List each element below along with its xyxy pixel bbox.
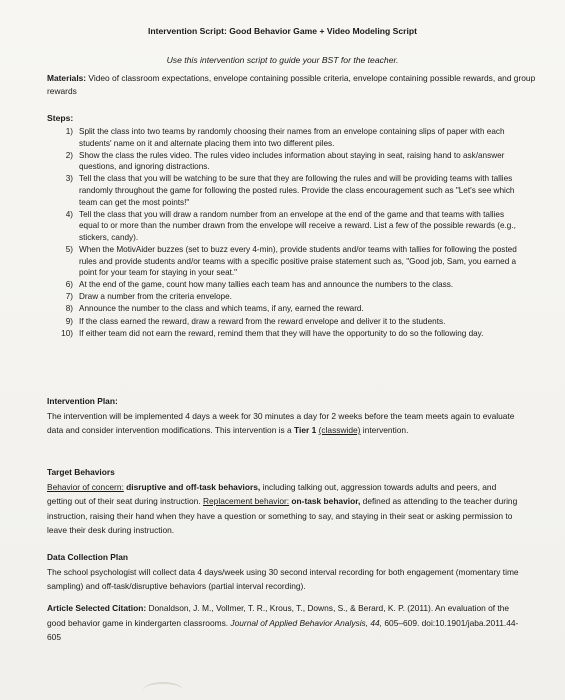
plan-tier: Tier 1 <box>294 425 317 435</box>
step-text: If the class earned the reward, draw a reward from the reward envelope and deliver it to the students. <box>79 316 446 326</box>
target-behaviors-text <box>47 480 522 538</box>
step-text: Tell the class that you will be watching to be sure that they are following the rules and will be providing teams with tallies randomly throughout the game for following the posted rules. Provide the class encouragement such as "Let's see which team can get the most points!" <box>79 174 515 207</box>
step-text: Split the class into two teams by randomly choosing their names from an envelope containing slips of paper with each students' name on it and alternate placing them into two different piles. <box>79 127 505 148</box>
step-number: 3) <box>65 174 73 184</box>
intervention-plan-text <box>47 409 522 438</box>
document-title: Intervention Script: Good Behavior Game + Video Modeling Script <box>148 26 417 36</box>
citation-label: Article Selected Citation: <box>47 603 147 613</box>
step-number: 7) <box>65 292 73 302</box>
target-behaviors-heading: Target Behaviors <box>47 467 115 477</box>
step-text: When the MotivAider buzzes (set to buzz every 4-min), provide students and/or teams with tallies for following the posted rules and provide students and/or teams with a specific positive praise statement such as, "Good job, Sam, you earned a point for your team for staying in your seat." <box>79 244 517 278</box>
materials-text: Video of classroom expectations, envelope containing possible criteria, envelope containing possible rewards, and group rewards <box>47 73 536 96</box>
step-number: 2) <box>65 150 73 160</box>
citation-journal: Journal of Applied Behavior Analysis, 44, <box>230 617 383 628</box>
step-number: 8) <box>65 304 73 314</box>
step-item <box>52 316 522 328</box>
intervention-plan-section <box>47 394 522 438</box>
step-number: 5) <box>65 244 73 254</box>
materials-section <box>47 72 537 98</box>
step-text: Announce the number to the class and which teams, if any, earned the reward. <box>79 304 364 314</box>
data-collection-heading: Data Collection Plan <box>47 552 128 562</box>
step-item <box>52 150 522 173</box>
intervention-plan-heading: Intervention Plan: <box>47 396 118 406</box>
concern-rest: including talking out, aggression towards adults and peers, and getting out of their seat during instruction. <box>47 481 497 506</box>
step-number: 10) <box>61 328 73 338</box>
step-item <box>52 303 522 315</box>
target-behaviors-section <box>47 465 522 538</box>
step-text: Tell the class that you will draw a random number from an envelope at the end of the game and that teams with tallies equal to or more than the number drawn from the envelope will receive a reward. List a few of the possible rewards (e.g., stickers, candy). <box>79 209 516 242</box>
document-subtitle: Use this intervention script to guide your BST for the teacher. <box>166 55 399 65</box>
steps-list <box>52 126 522 340</box>
step-text: At the end of the game, count how many tallies each team has and announce the numbers to the class. <box>79 280 454 290</box>
concern-text: disruptive and off-task behaviors, <box>123 481 261 492</box>
replacement-label: Replacement behavior: <box>202 496 290 506</box>
citation-rest: 605–609. doi:10.1901/jaba.2011.44-605 <box>47 617 519 642</box>
replacement-text: on-task behavior, <box>289 496 361 506</box>
steps-heading: Steps: <box>47 113 74 123</box>
step-number: 9) <box>65 316 73 326</box>
step-item <box>52 279 522 291</box>
faint-pen-mark <box>143 682 183 698</box>
data-collection-text: The school psychologist will collect data 4 days/week using 30 second interval recording for both engagement (momentary time sampling) and off-task/disruptive behaviors (partial interval recording). <box>47 566 519 591</box>
data-collection-section <box>47 550 522 594</box>
step-text: Show the class the rules video. The rules video includes information about staying in seat, raising hand to ask/answer questions, and ignoring distractions. <box>79 150 505 172</box>
plan-end: intervention. <box>360 425 409 435</box>
step-item <box>52 126 522 149</box>
replacement-rest: defined as attending to the teacher during instruction, raising their hand when they have a question or something to say, and staying in their seat or asking permission to leave their desk during instruction. <box>47 496 518 535</box>
step-item <box>52 209 522 244</box>
citation-authors: Donaldson, J. M., Vollmer, T. R., Krous, T., Downs, S., & Berard, K. P. (2011). An evaluation of the good behavior game in kindergarten classrooms. <box>47 603 510 628</box>
materials-label: Materials: <box>47 73 87 83</box>
step-number: 4) <box>65 209 73 219</box>
step-text: If either team did not earn the reward, remind them that they will have the opportunity to do so the following day. <box>79 328 484 338</box>
step-item <box>52 328 522 340</box>
step-item <box>52 244 522 279</box>
citation-section <box>47 601 522 645</box>
step-number: 1) <box>65 127 73 136</box>
step-item <box>52 291 522 303</box>
step-text: Draw a number from the criteria envelope. <box>79 292 232 302</box>
step-item <box>52 173 522 208</box>
step-number: 6) <box>65 280 73 290</box>
concern-label: Behavior of concern: <box>47 481 124 492</box>
plan-tier-note: (classwide) <box>318 425 361 435</box>
plan-body: The intervention will be implemented 4 days a week for 30 minutes a day for 2 weeks before the team meets again to evaluate data and consider intervention modifications. This intervention is a <box>47 410 515 435</box>
